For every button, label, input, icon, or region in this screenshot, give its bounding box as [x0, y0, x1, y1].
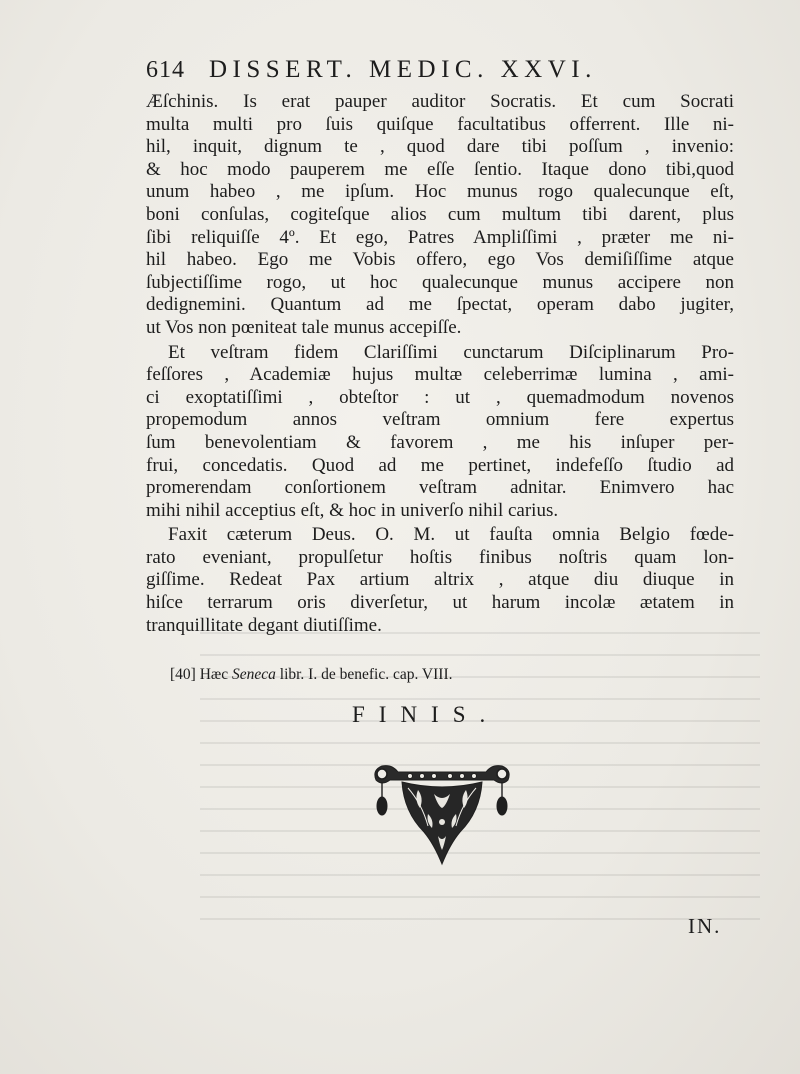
text-line: hiſce terrarum oris diverſetur, ut harum incolæ ætatem in	[146, 592, 734, 614]
text-line: mihi nihil acceptius eſt, & hoc in univerſo nihil carius.	[146, 499, 559, 521]
text-line: unum habeo , me ipſum. Hoc munus rogo qualecunque eſt,	[146, 181, 734, 203]
text-line: hil, inquit, dignum te , quod dare tibi poſſum , invenio:	[146, 136, 734, 158]
text-line: Faxit cæterum Deus. O. M. ut fauſta omnia Belgio fœde-	[168, 524, 734, 546]
text-line: ſubjectiſſime rogo, ut hoc qualecunque munus accipere non	[146, 271, 734, 293]
text-line: promerendam conſortionem veſtram adnitar. Enimvero hac	[146, 477, 734, 499]
paragraph	[146, 91, 734, 340]
text-line: rato eveniant, propulſetur hoſtis finibus noſtris quam lon-	[146, 546, 734, 568]
text-line: & hoc modo pauperem me eſſe ſentio. Itaque dono tibi,quod	[146, 158, 734, 180]
footnote-marker: [40]	[170, 666, 196, 683]
text-line: frui, concedatis. Quod ad me pertinet, indefeſſo ſtudio ad	[146, 454, 734, 476]
text-line: hil habeo. Ego me Vobis offero, ego Vos demiſiſſime atque	[146, 249, 734, 271]
text-line: feſſores , Academiæ hujus multæ celeberrimæ lumina , ami-	[146, 364, 734, 386]
footnote-author: Seneca	[232, 666, 276, 683]
catchword: IN.	[688, 914, 722, 938]
text-line: ſibi reliquiſſe 4º. Et ego, Patres Ampliſſimi , præter me ni-	[146, 226, 734, 248]
text-line: giſſime. Redeat Pax artium altrix , atque diu diuque in	[146, 569, 734, 591]
text-line: propemodum annos veſtram omnium fere expertus	[146, 409, 734, 431]
page-number: 614	[146, 57, 185, 83]
paragraph	[146, 524, 734, 637]
text-line: tranquillitate degant diutiſſime.	[146, 614, 382, 636]
text-line: ſum benevolentiam & favorem , me his inſuper per-	[146, 431, 734, 453]
text-line: dedignemini. Quantum ad me ſpectat, operam dabo jugiter,	[146, 294, 734, 316]
running-head: DISSERT. MEDIC. XXVI.	[209, 56, 597, 83]
paragraph	[146, 342, 734, 523]
text-line: Et veſtram fidem Clariſſimi cunctarum Diſciplinarum Pro-	[168, 341, 734, 363]
footnote-citation: libr. I. de benefic. cap. VIII.	[279, 666, 453, 683]
text-line: Æſchinis. Is erat pauper auditor Socratis. Et cum Socrati	[146, 91, 734, 112]
tailpiece-ornament-icon	[362, 752, 522, 872]
text-line: ut Vos non pœniteat tale munus accepiſſe.	[146, 316, 462, 338]
text-line: boni conſulas, cogiteſque alios cum multum tibi darent, plus	[146, 203, 734, 225]
body-text	[146, 91, 734, 637]
text-line: ci exoptatiſſimi , obteſtor : ut , quemadmodum novenos	[146, 386, 734, 408]
finis-heading: FINIS.	[352, 702, 500, 727]
footnote	[170, 666, 453, 684]
text-line: multa multi pro ſuis quiſque facultatibus offerrent. Ille ni-	[146, 113, 734, 135]
footnote-text: Hæc	[199, 666, 229, 683]
page-header	[146, 56, 691, 92]
